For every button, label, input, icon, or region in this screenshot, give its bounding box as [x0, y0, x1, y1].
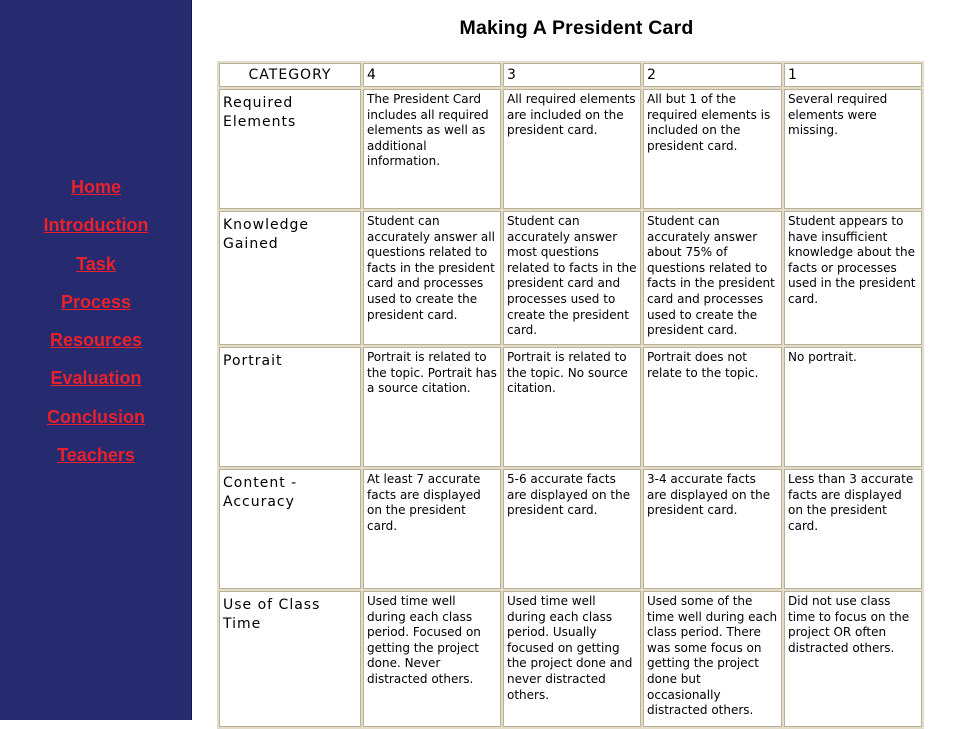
row-category: Portrait — [219, 347, 361, 467]
row-category: Content - Accuracy — [219, 469, 361, 589]
table-cell: Used time well during each class period. Focused on getting the project done. Never distracted others. — [363, 591, 501, 727]
table-cell: Did not use class time to focus on the project OR often distracted others. — [784, 591, 922, 727]
row-category: Knowledge Gained — [219, 211, 361, 345]
table-row — [219, 89, 922, 209]
nav-link-teachers[interactable]: Teachers — [57, 445, 135, 466]
table-cell: At least 7 accurate facts are displayed on the president card. — [363, 469, 501, 589]
table-row — [219, 469, 922, 589]
table-cell: All but 1 of the required elements is included on the president card. — [643, 89, 782, 209]
header-score-4: 4 — [363, 63, 501, 87]
nav-menu — [0, 174, 192, 480]
table-cell: Student can accurately answer most questions related to facts in the president card and processes used to create the president card. — [503, 211, 641, 345]
table-cell: Portrait does not relate to the topic. — [643, 347, 782, 467]
main-content — [193, 0, 960, 720]
sidebar — [0, 0, 192, 720]
table-cell: All required elements are included on the president card. — [503, 89, 641, 209]
table-cell: Student can accurately answer all questions related to facts in the president card and processes used to create the president card. — [363, 211, 501, 345]
table-cell: Student appears to have insufficient knowledge about the facts or processes used in the president card. — [784, 211, 922, 345]
page-title: Making A President Card — [459, 17, 694, 39]
nav-link-home[interactable]: Home — [70, 177, 121, 197]
nav-link-conclusion[interactable]: Conclusion — [47, 406, 145, 427]
table-cell: Used some of the time well during each class period. There was some focus on getting the project done but occasionally distracted others. — [643, 591, 782, 727]
nav-link-task[interactable]: Task — [76, 253, 116, 274]
row-category: Required Elements — [219, 89, 361, 209]
table-cell: Several required elements were missing. — [784, 89, 922, 209]
table-row — [219, 591, 922, 727]
table-row — [219, 347, 922, 467]
rubric-table — [217, 61, 924, 729]
table-cell: Portrait is related to the topic. No source citation. — [503, 347, 641, 467]
header-score-3: 3 — [503, 63, 641, 87]
nav-link-introduction[interactable]: Introduction — [43, 215, 149, 236]
table-cell: No portrait. — [784, 347, 922, 467]
table-header-row — [219, 63, 922, 87]
table-cell: Student can accurately answer about 75% of questions related to facts in the president card and processes used to create the president card. — [643, 211, 782, 345]
table-cell: The President Card includes all required elements as well as additional information. — [363, 89, 501, 209]
table-cell: Portrait is related to the topic. Portrait has a source citation. — [363, 347, 501, 467]
row-category: Use of Class Time — [219, 591, 361, 727]
table-cell: 5-6 accurate facts are displayed on the president card. — [503, 469, 641, 589]
table-cell: Used time well during each class period. Usually focused on getting the project done and never distracted others. — [503, 591, 641, 727]
header-category: CATEGORY — [219, 63, 361, 87]
table-row — [219, 211, 922, 345]
table-cell: Less than 3 accurate facts are displayed on the president card. — [784, 469, 922, 589]
nav-link-process[interactable]: Process — [60, 291, 132, 312]
header-score-2: 2 — [643, 63, 782, 87]
table-cell: 3-4 accurate facts are displayed on the president card. — [643, 469, 782, 589]
nav-link-evaluation[interactable]: Evaluation — [50, 368, 142, 389]
nav-link-resources[interactable]: Resources — [49, 330, 143, 351]
header-score-1: 1 — [784, 63, 922, 87]
